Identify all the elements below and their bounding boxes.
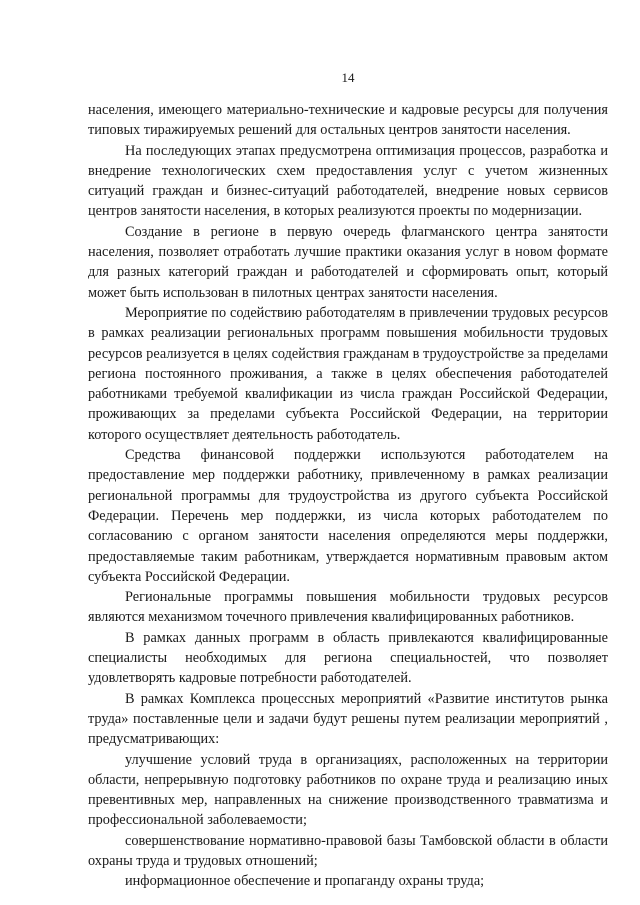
paragraph-process-measures: В рамках Комплекса процессных мероприятий «Развитие институтов рынка труда» поставленные цели и задачи будут решены путем реализации мероприятий , предусматривающих:: [88, 690, 608, 748]
paragraph-qualified-specialists: В рамках данных программ в область привлекаются квалифицированные специалисты необходимых для региона специальностей, что позволяет удовлетворять кадровые потребности работодателей.: [88, 629, 608, 687]
list-item-information-support: информационное обеспечение и пропаганду охраны труда;: [125, 873, 485, 890]
paragraph-financial-support: Средства финансовой поддержки используются работодателем на предоставление мер поддержки работнику, привлеченному в рамках реализации региональной программы для трудоустройства из другого субъекта Российской Федерации. Перечень мер поддержки, из числа которых работодателем по согласованию с органом занятости населения определяются меры поддержки, предоставляемые таким работникам, утверждается нормативным правовым актом субъекта Российской Федерации.: [88, 447, 608, 585]
paragraph-employer-assistance: Мероприятие по содействию работодателям в привлечении трудовых ресурсов в рамках реализации региональных программ повышения мобильности трудовых ресурсов реализуется в целях содействия гражданам в трудоустройстве за пределами региона постоянного проживания, а также в целях обеспечения работодателей работниками требуемой квалификации из числа граждан Российской Федерации, проживающих за пределами субъекта Российской Федерации, на территории которого осуществляет деятельность работодатель.: [88, 304, 608, 443]
page-number: 14: [341, 70, 355, 85]
list-item-working-conditions: улучшение условий труда в организациях, расположенных на территории области, непрерывную подготовку работников по охране труда и реализацию иных превентивных мер, направленных на снижение производственного травматизма и профессиональной заболеваемости;: [88, 751, 608, 829]
paragraph-flagship-center: Создание в регионе в первую очередь флагманского центра занятости населения, позволяет отработать лучшие практики оказания услуг в новом формате для разных категорий граждан и работодателей и сформировать опыт, который может быть использован в пилотных центрах занятости населения.: [88, 223, 608, 301]
paragraph-optimization: На последующих этапах предусмотрена оптимизация процессов, разработка и внедрение технологических схем предоставления услуг с учетом жизненных ситуаций граждан и бизнес-ситуаций работодателей, внедрение новых сервисов центров занятости населения, в которых реализуются проекты по модернизации.: [88, 142, 608, 220]
list-item-legal-framework: совершенствование нормативно-правовой базы Тамбовской области в области охраны труда и трудовых отношений;: [88, 832, 608, 869]
paragraph-mobility-programs: Региональные программы повышения мобильности трудовых ресурсов являются механизмом точечного привлечения квалифицированных работников.: [88, 589, 608, 626]
paragraph-continuation: населения, имеющего материально-технические и кадровые ресурсы для получения типовых тиражируемых решений для остальных центров занятости населения.: [88, 102, 608, 139]
document-page: [88, 70, 608, 892]
